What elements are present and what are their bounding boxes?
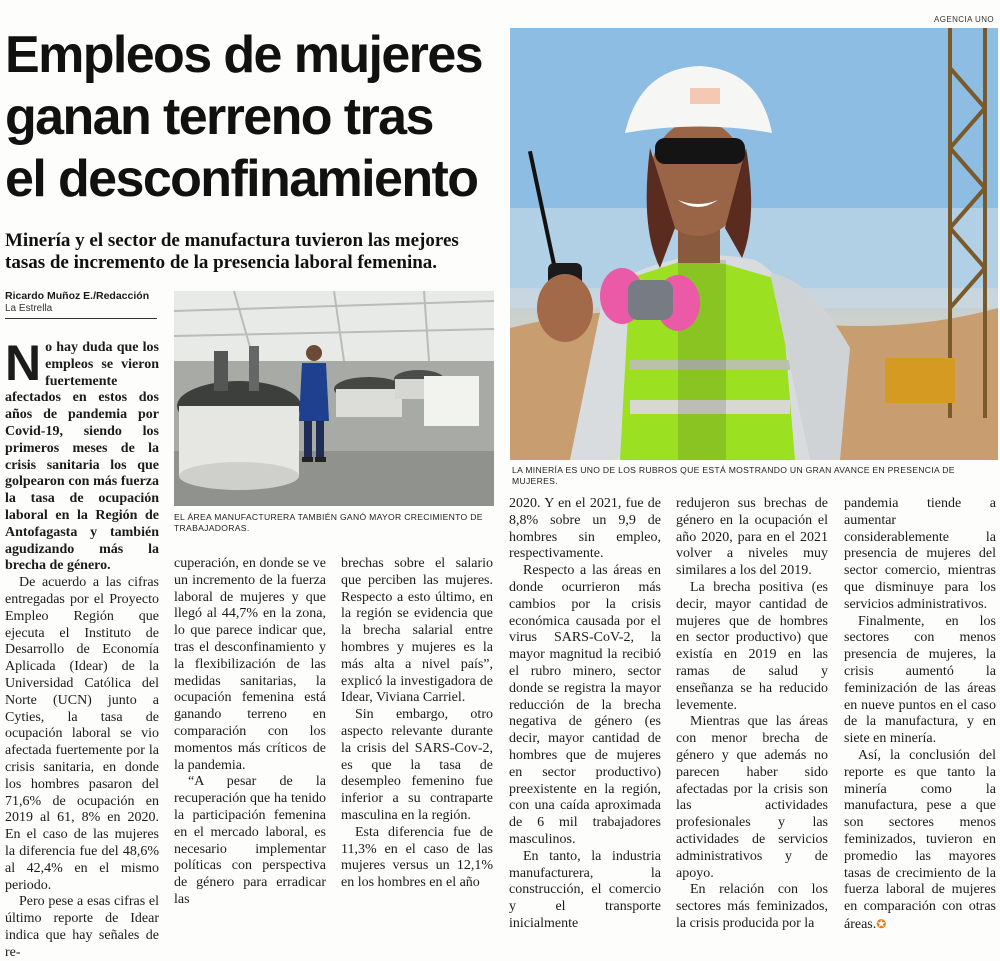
paragraph: De acuerdo a las cifras entregadas por el Proyecto Empleo Región que ejecuta el Instituto de Desarrollo de Economía Aplicada (Idear) de la Universidad Católica del Norte (UCN) junto a Cyties, la tasa de ocupación laboral se vio afectada fuertemente por la crisis sanitaria, en donde los hombres pasaron del 71,6% de ocupación en 2019 al 61, 8% en 2020. En el caso de las mujeres la diferencia fue del 48,6% al 42,4% en el mismo periodo.	[5, 575, 159, 893]
article-column-6	[844, 496, 996, 934]
article-column-3	[341, 556, 493, 892]
closing-text: Así, la conclusión del reporte es que tanto la minería como la manufactura, pese a que son sectores menos feminizados, tuvieron en promedio las mayores tasas de crecimiento de la fuerza laboral de mujeres en comparación con otras áreas.	[844, 747, 996, 932]
paragraph: Esta diferencia fue de 11,3% en el caso de las mujeres versus un 12,1% en los hombres en el año	[341, 824, 493, 891]
article-column-4	[509, 496, 661, 933]
lead-text: o hay duda que los empleos se vieron fuertemente afectados en estos dos años de pandemia por Covid-19, siendo los primeros meses de la crisis sanitaria los que golpearon con más fuerza la tasa de ocupación laboral en la Región de Antofagasta y también agudizando más la brecha de género.	[5, 340, 159, 574]
article-column-1	[5, 335, 159, 961]
paragraph: 2020. Y en el 2021, fue de 8,8% sobre un 9,9 de hombres sin empleo, respectivamente.	[509, 496, 661, 562]
byline	[5, 290, 157, 319]
paragraph: Pero pese a esas cifras el último reporte de Idear indica que hay señales de re-	[5, 894, 159, 960]
paragraph: cuperación, en donde se ve un incremento de la fuerza laboral de mujeres y que llegó al 44,7% en la zona, lo que parece indicar que, tras el desconfinamiento y la flexibilización de las medidas sanitarias, la ocupación femenina está ganando terreno en comparación con los momentos más críticos de la pandemia.	[174, 556, 326, 773]
lead-paragraph	[5, 335, 159, 575]
paragraph: brechas sobre el salario que perciben las mujeres. Respecto a esto último, en la región se evidencia que la brecha salarial entre hombres y mujeres es la más alta a nivel país”, explicó la investigadora de Idear, Viviana Carriel.	[341, 556, 493, 706]
drop-cap: N	[5, 335, 42, 391]
photo-credit: AGENCIA UNO	[934, 15, 994, 24]
paragraph	[844, 748, 996, 934]
mining-photo-caption: LA MINERÍA ES UNO DE LOS RUBROS QUE ESTÁ MOSTRANDO UN GRAN AVANCE EN PRESENCIA DE MUJERES.	[512, 465, 955, 486]
paragraph: redujeron sus brechas de género en la ocupación el año 2020, para en el 2021 volver a niveles muy similares a los del 2019.	[676, 496, 828, 579]
article-column-2	[174, 556, 326, 909]
paragraph: Sin embargo, otro aspecto relevante durante la crisis del SARS-Cov-2, es que la tasa de desempleo femenino fue inferior a su contraparte masculina en la región.	[341, 707, 493, 823]
headline-line-3: el desconfinamiento	[5, 150, 478, 208]
paragraph: Mientras que las áreas con menor brecha de género y que además no parecen haber sido afectadas por la crisis son las actividades profesionales y las actividades de servicios administrativos y de apoyo.	[676, 714, 828, 881]
paragraph: pandemia tiende a aumentar considerablemente la presencia de mujeres del sector comercio, mientras que disminuye para los servicios administrativos.	[844, 496, 996, 612]
headline-line-1: Empleos de mujeres	[5, 26, 482, 84]
factory-photo-caption: EL ÁREA MANUFACTURERA TAMBIÉN GANÓ MAYOR CRECIMIENTO DE TRABAJADORAS.	[174, 512, 483, 533]
headline-line-2: ganan terreno tras	[5, 88, 433, 146]
paragraph: Finalmente, en los sectores con menos presencia de mujeres, la crisis aumentó la feminización de las áreas en nueve puntos en el caso de la manufactura, y en siete en minería.	[844, 613, 996, 747]
mining-illustration	[510, 28, 998, 460]
headline	[5, 24, 500, 210]
subheadline: Minería y el sector de manufactura tuvieron las mejores tasas de incremento de la presencia laboral femenina.	[5, 230, 459, 273]
article-column-5	[676, 496, 828, 933]
factory-illustration	[174, 291, 494, 506]
paragraph: Respecto a las áreas en donde ocurrieron más cambios por la crisis económica causada por el virus SARS-CoV-2, la mayor magnitud la recibió el rubro minero, sector donde se registra la mayor reducción de la brecha negativa de género (es decir, mayor cantidad de hombres que de mujeres en sector productivo) preexistente en la región, con una caída aproximada de 6 mil trabajadores masculinos.	[509, 563, 661, 847]
end-mark-icon: ✪	[876, 916, 887, 931]
paragraph: En relación con los sectores más feminizados, la crisis producida por la	[676, 882, 828, 931]
paragraph: La brecha positiva (es decir, mayor cantidad de mujeres que de hombres en sector productivo) que existía en 2019 en las ramas de salud y enseñanza se ha reducido levemente.	[676, 579, 828, 713]
factory-photo	[174, 291, 494, 506]
paragraph: En tanto, la industria manufacturera, la construcción, el comercio y el transporte inicialmente	[509, 848, 661, 931]
paragraph: “A pesar de la recuperación que ha tenido la participación femenina en el mercado laboral, es necesario implementar políticas con perspectiva de género para erradicar las	[174, 774, 326, 907]
byline-outlet: La Estrella	[5, 303, 53, 314]
byline-author: Ricardo Muñoz E./Redacción	[5, 290, 150, 302]
mining-photo	[510, 28, 998, 460]
